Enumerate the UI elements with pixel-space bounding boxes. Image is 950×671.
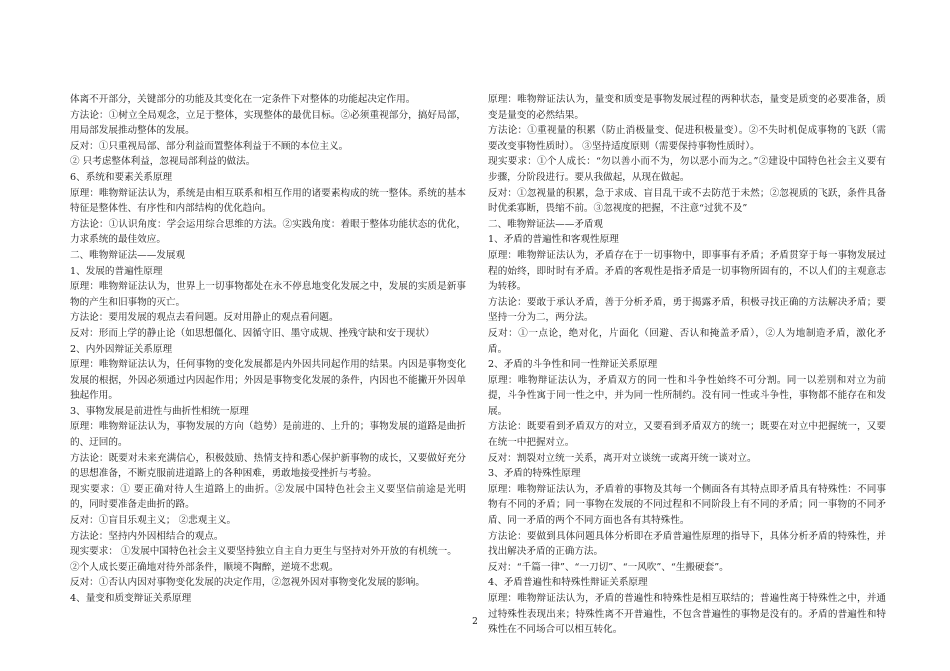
paragraph: 原理：唯物辩证法认为，事物发展的方向（趋势）是前进的、上升的；事物发展的道路是曲折的、迂回的。 — [70, 421, 466, 449]
paragraph: 原理：唯物辩证法认为，矛盾存在于一切事物中，即事事有矛盾；矛盾贯穿于每一事物发展过程的始终，即时时有矛盾。矛盾的客观性是指矛盾是一切事物所固有的，不以人们的主观意志为转移。 — [488, 249, 886, 293]
paragraph: 原理：唯物辩证法认为，世界上一切事物都处在永不停息地变化发展之中，发展的实质是新事物的产生和旧事物的灭亡。 — [70, 281, 466, 308]
paragraph: 反对：“千篇一律”、“一刀切”、“一风吹”、“生搬硬套”。 — [488, 561, 729, 573]
paragraph: 方法论：①树立全局观念，立足于整体，实现整体的最优目标。②必须重视部分，搞好局部，用局部发展推动整体的发展。 — [70, 109, 466, 137]
section-heading: 3、事物发展是前进性与曲折性相统一原理 — [70, 405, 249, 417]
section-heading: 2、内外因辩证关系原理 — [70, 343, 173, 355]
section-heading: 1、发展的普遍性原理 — [70, 265, 163, 277]
paragraph: 现实要求：① 要正确对待人生道路上的曲折。②发展中国特色社会主义要坚信前途是光明的，同时要准备走曲折的路。 — [70, 483, 466, 511]
paragraph: 反对：①忽视量的积累，急于求成、盲目乱干或不去防范于未然；②忽视质的飞跃，条件具备时优柔寡断，畏缩不前。③忽视度的把握，不注意“过犹不及” — [488, 187, 886, 215]
section-heading: 1、矛盾的普遍性和客观性原理 — [488, 234, 619, 246]
paragraph: ② 只考虑整体利益，忽视局部利益的做法。 — [70, 156, 256, 168]
paragraph: 原理：唯物辩证法认为，矛盾双方的同一性和斗争性始终不可分割。同一以差别和对立为前提，斗争性寓于同一性之中，并为同一性所制约。没有同一性或斗争性，事物都不能存在和发展。 — [488, 374, 886, 417]
paragraph: 方法论：既要看到矛盾双方的对立，又要看到矛盾双方的统一；既要在对立中把握统一，又要在统一中把握对立。 — [488, 421, 886, 449]
section-heading: 4、量变和质变辩证关系原理 — [70, 593, 192, 604]
paragraph: 现实要求： ①发展中国特色社会主义要坚持独立自主自力更生与坚持对外开放的有机统一。 — [70, 546, 457, 558]
paragraph: 反对：①盲目乐观主义； ②悲观主义。 — [70, 515, 237, 527]
chapter-heading: 二、唯物辩证法——发展观 — [70, 249, 186, 261]
page-number: 2 — [472, 617, 478, 627]
paragraph: 反对：①否认内因对事物变化发展的决定作用，②忽视外因对事物变化发展的影响。 — [70, 577, 425, 589]
section-heading: 6、系统和要素关系原理 — [70, 171, 173, 183]
paragraph: 方法论：要做到具体问题具体分析即在矛盾普遍性原理的指导下，具体分析矛盾的特殊性，并找出解决矛盾的正确方法。 — [488, 530, 886, 558]
paragraph: 反对：①一点论，绝对化，片面化（回避、否认和掩盖矛盾），②人为地制造矛盾，激化矛盾。 — [488, 327, 886, 355]
paragraph: 现实要求：①个人成长：“勿以善小而不为，勿以恶小而为之。”②建设中国特色社会主义要有步骤，分阶段进行。要从我做起，从现在做起。 — [488, 156, 886, 183]
section-heading: 2、矛盾的斗争性和同一性辩证关系原理 — [488, 359, 658, 371]
paragraph: 方法论：要敢于承认矛盾，善于分析矛盾，勇于揭露矛盾，积极寻找正确的方法解决矛盾；要坚持一分为二，两分法。 — [488, 296, 886, 324]
chapter-heading: 二、唯物辩证法——矛盾观 — [488, 218, 604, 230]
paragraph: 方法论：坚持内外因相结合的观点。 — [70, 530, 224, 542]
paragraph: 原理：唯物辩证法认为，矛盾着的事物及其每一个侧面各有其特点即矛盾具有特殊性：不同事物有不同的矛盾；同一事物在发展的不同过程和不同阶段上有不同的矛盾；同一事物的不同矛盾、同一矛盾的两个不同方面也各有其特殊性。 — [488, 483, 886, 527]
paragraph: 方法论：①重视量的积累（防止消极量变、促进积极量变）。②不失时机促成事物的飞跃（需要改变事物性质时）。 ③坚持适度原则（需要保持事物性质时）。 — [488, 125, 886, 152]
paragraph: 方法论：要用发展的观点去看问题。反对用静止的观点看问题。 — [70, 312, 339, 324]
paragraph: 体离不开部分，关键部分的功能及其变化在一定条件下对整体的功能起决定作用。 — [70, 94, 416, 105]
section-heading: 3、矛盾的特殊性原理 — [488, 468, 581, 480]
paragraph: 方法论：既要对未来充满信心，积极鼓励、热情支持和悉心保护新事物的成长，又要做好充分的思想准备，不断克服前进道路上的各种困难，勇敢地接受挫折与考验。 — [70, 452, 466, 480]
paragraph: 反对：形而上学的静止论（如思想僵化、因循守旧、墨守成规、挫残守缺和安于现状） — [70, 327, 435, 339]
paragraph: ②个人成长要正确地对待外部条件，顺境不陶醉，逆境不悲观。 — [70, 561, 339, 573]
paragraph: 原理：唯物辩证法认为，任何事物的变化发展都是内外因共同起作用的结果。内因是事物变化发展的根据，外因必须通过内因起作用；外因是事物变化发展的条件，内因也不能撇开外因单独起作用。 — [70, 359, 466, 402]
paragraph: 反对：①只重视局部、部分利益而置整体利益于不顾的本位主义。 — [70, 140, 349, 152]
section-heading: 4、矛盾普遍性和特殊性辩证关系原理 — [488, 577, 648, 589]
right-column — [488, 92, 886, 638]
paragraph: 反对：割裂对立统一关系，离开对立谈统一或离开统一谈对立。 — [488, 452, 757, 464]
paragraph: 原理：唯物辩证法认为，量变和质变是事物发展过程的两种状态，量变是质变的必要准备，质变是量变的必然结果。 — [488, 94, 886, 121]
left-column — [70, 92, 466, 607]
paragraph: 原理：唯物辩证法认为，系统是由相互联系和相互作用的诸要素构成的统一整体。系统的基本特征是整体性、有序性和内部结构的优化趋向。 — [70, 187, 466, 215]
paragraph: 原理：唯物辩证法认为，矛盾的普遍性和特殊性是相互联结的；普遍性离于特殊性之中，并通过特殊性表现出来；特殊性离不开普遍性，不包含普遍性的事物是没有的。矛盾的普遍性和特殊性在不同场合可以相互转化。 — [488, 593, 886, 636]
paragraph: 方法论：①认识角度：学会运用综合思维的方法。②实践角度：着眼于整体功能状态的优化，力求系统的最佳效应。 — [70, 218, 466, 246]
